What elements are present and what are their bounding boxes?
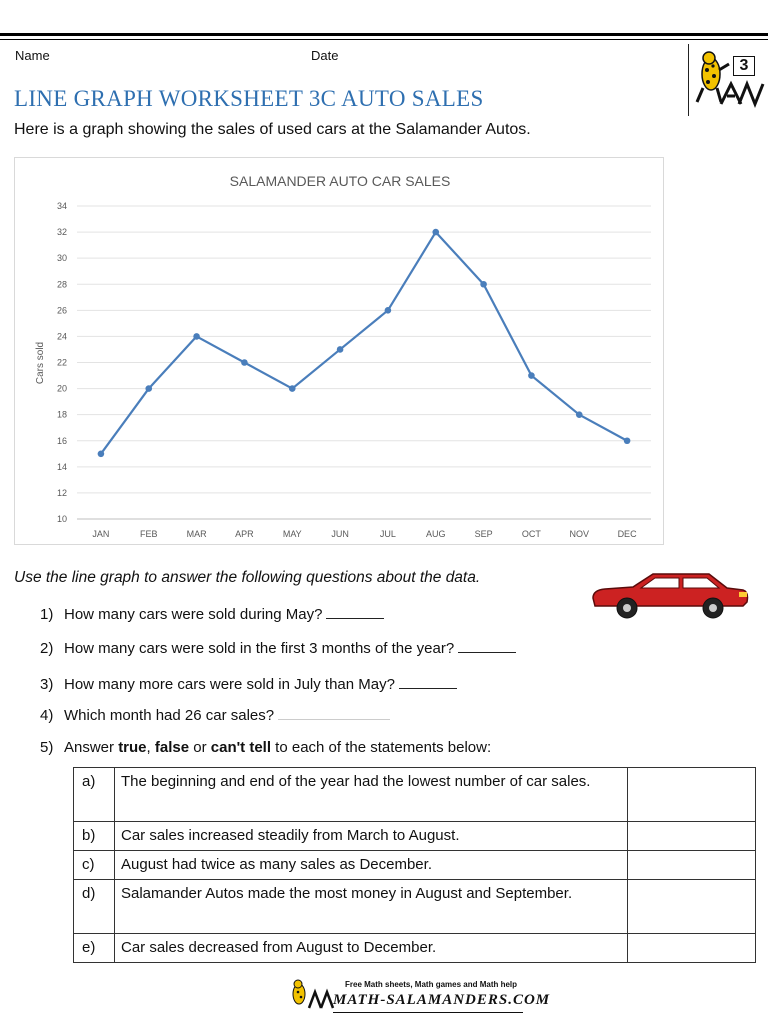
- x-tick-label: FEB: [139, 529, 158, 539]
- data-point: [385, 307, 392, 314]
- series-line: [101, 232, 627, 454]
- x-tick-label: JUL: [379, 529, 396, 539]
- answer-blank-4[interactable]: [278, 708, 390, 720]
- data-point: [432, 229, 439, 236]
- salamander-icon: [689, 44, 768, 116]
- chart-svg: [15, 158, 665, 546]
- x-tick-label: APR: [235, 529, 254, 539]
- data-point: [193, 333, 200, 340]
- table-row: [74, 822, 756, 851]
- y-tick-label: 12: [56, 487, 67, 498]
- x-tick-label: SEP: [474, 529, 493, 539]
- top-rule-thick: [0, 33, 768, 36]
- x-tick-label: JUN: [331, 529, 349, 539]
- x-tick-label: NOV: [569, 529, 590, 539]
- car-icon: [589, 570, 751, 625]
- table-row: [74, 851, 756, 880]
- x-tick-label: MAR: [186, 529, 207, 539]
- question-number: 5): [40, 739, 54, 756]
- statement-letter: c): [74, 851, 115, 880]
- name-label: Name: [15, 48, 50, 63]
- footer-brand[interactable]: MATH-SALAMANDERS.COM: [333, 992, 551, 1008]
- statement-letter: e): [74, 934, 115, 963]
- question-number: 3): [40, 676, 54, 693]
- y-tick-label: 30: [56, 253, 67, 264]
- x-tick-label: JAN: [92, 529, 110, 539]
- q5-text-post: to each of the statements below:: [271, 739, 492, 756]
- data-point: [576, 411, 583, 418]
- statement-text: Car sales increased steadily from March to August.: [115, 822, 628, 851]
- x-tick-label: OCT: [521, 529, 541, 539]
- y-tick-label: 22: [56, 357, 67, 368]
- answer-blank-1[interactable]: [326, 607, 384, 619]
- data-point: [528, 372, 535, 379]
- q5-sep2: or: [189, 739, 211, 756]
- question-text: How many cars were sold during May?: [64, 606, 323, 623]
- q5-true: true: [118, 739, 147, 756]
- data-point: [98, 450, 105, 457]
- series-polyline: [101, 232, 627, 454]
- answer-cell-d[interactable]: [628, 880, 756, 934]
- footer-underline: [333, 1012, 523, 1013]
- question-5: [40, 739, 491, 756]
- data-point: [145, 385, 152, 392]
- salamander-logo: [688, 44, 768, 116]
- statement-text: Salamander Autos made the most money in August and September.: [115, 880, 628, 934]
- question-text: Which month had 26 car sales?: [64, 707, 275, 724]
- data-points: [98, 229, 631, 457]
- question-text: How many cars were sold in the first 3 months of the year?: [64, 640, 455, 657]
- data-point: [289, 385, 296, 392]
- statement-text: Car sales decreased from August to December.: [115, 934, 628, 963]
- q5-text-pre: Answer: [64, 739, 119, 756]
- y-tick-label: 14: [56, 461, 67, 472]
- data-point: [624, 437, 631, 444]
- y-tick-label: 16: [56, 435, 67, 446]
- data-point: [337, 346, 344, 353]
- q5-sep1: ,: [146, 739, 155, 756]
- y-tick-label: 24: [56, 331, 67, 342]
- statement-letter: a): [74, 768, 115, 822]
- answer-cell-e[interactable]: [628, 934, 756, 963]
- y-tick-label: 26: [56, 305, 67, 316]
- page-title: LINE GRAPH WORKSHEET 3C AUTO SALES: [14, 86, 484, 111]
- answer-blank-2[interactable]: [458, 641, 516, 653]
- intro-text: Here is a graph showing the sales of used cars at the Salamander Autos.: [14, 121, 531, 138]
- statement-letter: d): [74, 880, 115, 934]
- statement-letter: b): [74, 822, 115, 851]
- data-point: [241, 359, 248, 366]
- q5-false: false: [154, 739, 190, 756]
- question-1: [40, 606, 384, 623]
- answer-blank-3[interactable]: [399, 677, 457, 689]
- question-3: [40, 676, 457, 693]
- answer-cell-a[interactable]: [628, 768, 756, 822]
- x-tick-label: MAY: [282, 529, 302, 539]
- question-number: 4): [40, 707, 54, 724]
- question-4: [40, 707, 390, 724]
- y-tick-label: 10: [56, 514, 67, 524]
- questions-intro: Use the line graph to answer the following questions about the data.: [14, 569, 481, 586]
- y-axis-label: Cars sold: [35, 341, 46, 385]
- data-point: [480, 281, 487, 288]
- x-tick-label: DEC: [617, 529, 637, 539]
- question-number: 2): [40, 640, 54, 657]
- y-tick-label: 18: [56, 409, 67, 420]
- question-2: [40, 640, 516, 657]
- grade-badge: 3: [733, 56, 755, 76]
- statement-text: The beginning and end of the year had the lowest number of car sales.: [115, 768, 628, 822]
- y-tick-label: 34: [56, 201, 67, 211]
- table-row: [74, 880, 756, 934]
- question-text: How many more cars were sold in July than May?: [64, 676, 395, 693]
- question-number: 1): [40, 606, 54, 623]
- footer-salamander-icon: [287, 978, 335, 1012]
- q5-cant-tell: can't tell: [210, 739, 272, 756]
- statements-table: [73, 767, 756, 963]
- table-row: [74, 768, 756, 822]
- statement-text: August had twice as many sales as December.: [115, 851, 628, 880]
- table-row: [74, 934, 756, 963]
- y-tick-labels: [57, 201, 67, 524]
- date-label: Date: [311, 48, 339, 63]
- line-chart: [14, 157, 664, 545]
- chart-title: SALAMANDER AUTO CAR SALES: [229, 173, 451, 189]
- x-tick-label: AUG: [425, 529, 446, 539]
- grid: [77, 206, 651, 519]
- answer-cell-b[interactable]: [628, 822, 756, 851]
- x-tick-labels: [92, 529, 637, 539]
- top-rule-thin: [0, 39, 768, 40]
- y-tick-label: 32: [56, 227, 67, 238]
- y-tick-label: 28: [56, 279, 67, 290]
- footer-tagline: Free Math sheets, Math games and Math help: [345, 980, 518, 989]
- y-tick-label: 20: [56, 383, 67, 394]
- answer-cell-c[interactable]: [628, 851, 756, 880]
